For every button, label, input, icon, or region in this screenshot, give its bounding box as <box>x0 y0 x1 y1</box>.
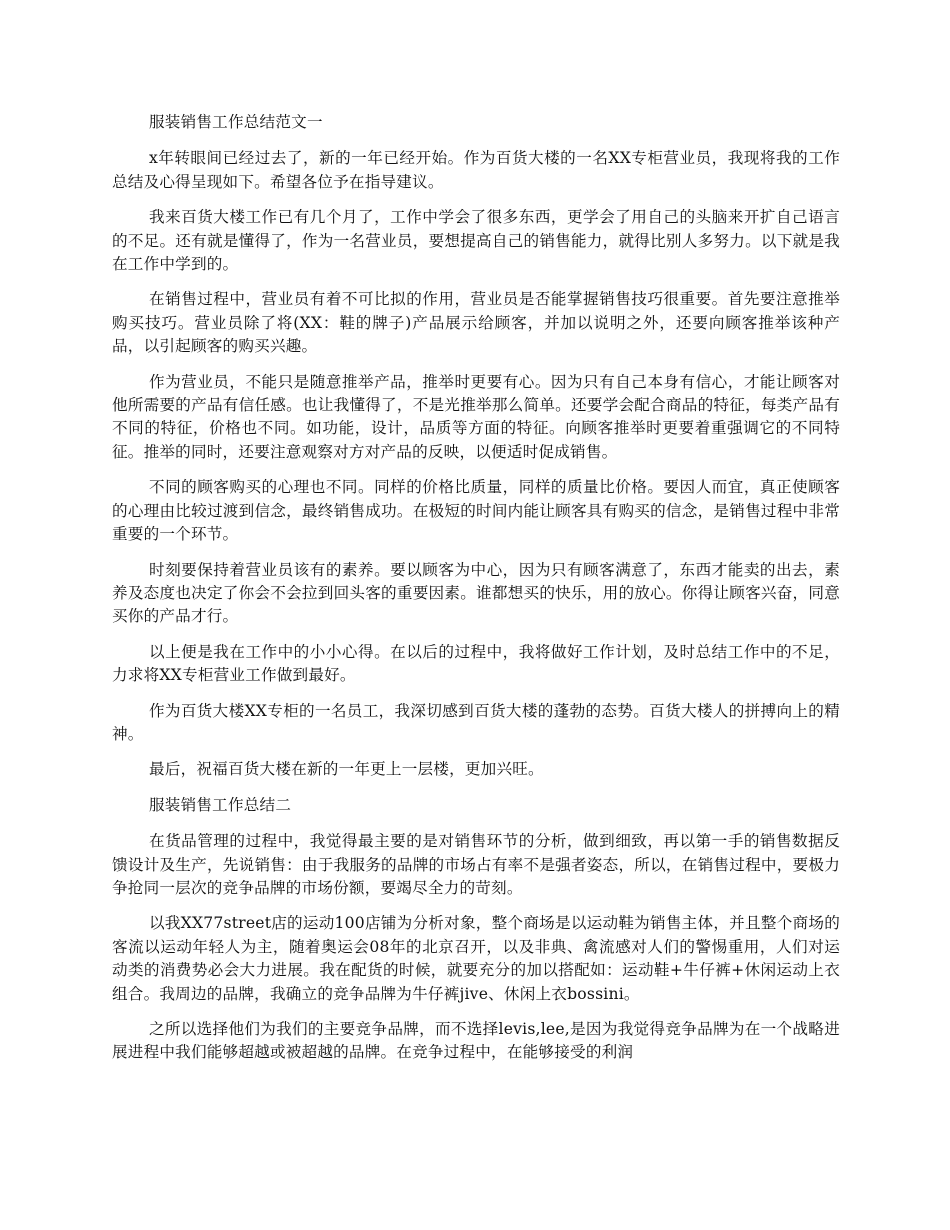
body-paragraph: 作为百货大楼XX专柜的一名员工，我深切感到百货大楼的蓬勃的态势。百货大楼人的拼搏向上的精神。 <box>112 701 840 743</box>
body-paragraph: 在销售过程中，营业员有着不可比拟的作用，营业员是否能掌握销售技巧很重要。首先要注意推举购买技巧。营业员除了将(XX：鞋的牌子)产品展示给顾客，并加以说明之外，还要向顾客推举该种产品，以引起顾客的购买兴趣。 <box>112 290 840 356</box>
body-paragraph: 时刻要保持着营业员该有的素养。要以顾客为中心，因为只有顾客满意了，东西才能卖的出去，素养及态度也决定了你会不会拉到回头客的重要因素。谁都想买的快乐，用的放心。你得让顾客兴奋，同意买你的产品才行。 <box>112 560 840 626</box>
document-page <box>112 111 840 1077</box>
body-paragraph: x年转眼间已经过去了，新的一年已经开始。作为百货大楼的一名XX专柜营业员，我现将我的工作总结及心得呈现如下。希望各位予在指导建议。 <box>112 149 840 191</box>
body-paragraph: 不同的顾客购买的心理也不同。同样的价格比质量，同样的质量比价格。要因人而宜，真正使顾客的心理由比较过渡到信念，最终销售成功。在极短的时间内能让顾客具有购买的信念，是销售过程中非常重要的一个环节。 <box>112 478 840 544</box>
body-paragraph: 以我XX77street店的运动100店铺为分析对象，整个商场是以运动鞋为销售主体，并且整个商场的客流以运动年轻人为主，随着奥运会08年的北京召开，以及非典、禽流感对人们的警惕重用，人们对运动类的消费势必会大力进展。我在配货的时候，就要充分的加以搭配如：运动鞋+牛仔裤+休闲运动上衣组合。我周边的品牌，我确立的竞争品牌为牛仔裤jive、休闲上衣bossini。 <box>112 914 840 1003</box>
body-paragraph: 以上便是我在工作中的小小心得。在以后的过程中，我将做好工作计划，及时总结工作中的不足，力求将XX专柜营业工作做到最好。 <box>112 642 840 685</box>
body-paragraph: 作为营业员，不能只是随意推举产品，推举时更要有心。因为只有自己本身有信心，才能让顾客对他所需要的产品有信任感。也让我懂得了，不是光推举那么简单。还要学会配合商品的特征，每类产品有不同的特征，价格也不同。如功能，设计，品质等方面的特征。向顾客推举时更要着重强调它的不同特征。推举的同时，还要注意观察对方对产品的反映，以便适时促成销售。 <box>112 372 840 461</box>
body-paragraph: 我来百货大楼工作已有几个月了，工作中学会了很多东西，更学会了用自己的头脑来开扩自己语言的不足。还有就是懂得了，作为一名营业员，要想提高自己的销售能力，就得比别人多努力。以下就是我在工作中学到的。 <box>112 208 840 274</box>
body-paragraph: 之所以选择他们为我们的主要竞争品牌，而不选择levis,lee,是因为我觉得竞争品牌为在一个战略进展进程中我们能够超越或被超越的品牌。在竞争过程中，在能够接受的利润 <box>112 1020 840 1062</box>
section-heading-2: 服装销售工作总结二 <box>149 795 292 814</box>
section-heading-1: 服装销售工作总结范文一 <box>149 113 323 131</box>
body-paragraph: 在货品管理的过程中，我觉得最主要的是对销售环节的分析，做到细致，再以第一手的销售数据反馈设计及生产，先说销售：由于我服务的品牌的市场占有率不是强者姿态，所以，在销售过程中，要极力争抢同一层次的竞争品牌的市场份额，要竭尽全力的苛刻。 <box>112 832 840 897</box>
body-paragraph: 最后，祝福百货大楼在新的一年更上一层楼，更加兴旺。 <box>149 760 544 779</box>
